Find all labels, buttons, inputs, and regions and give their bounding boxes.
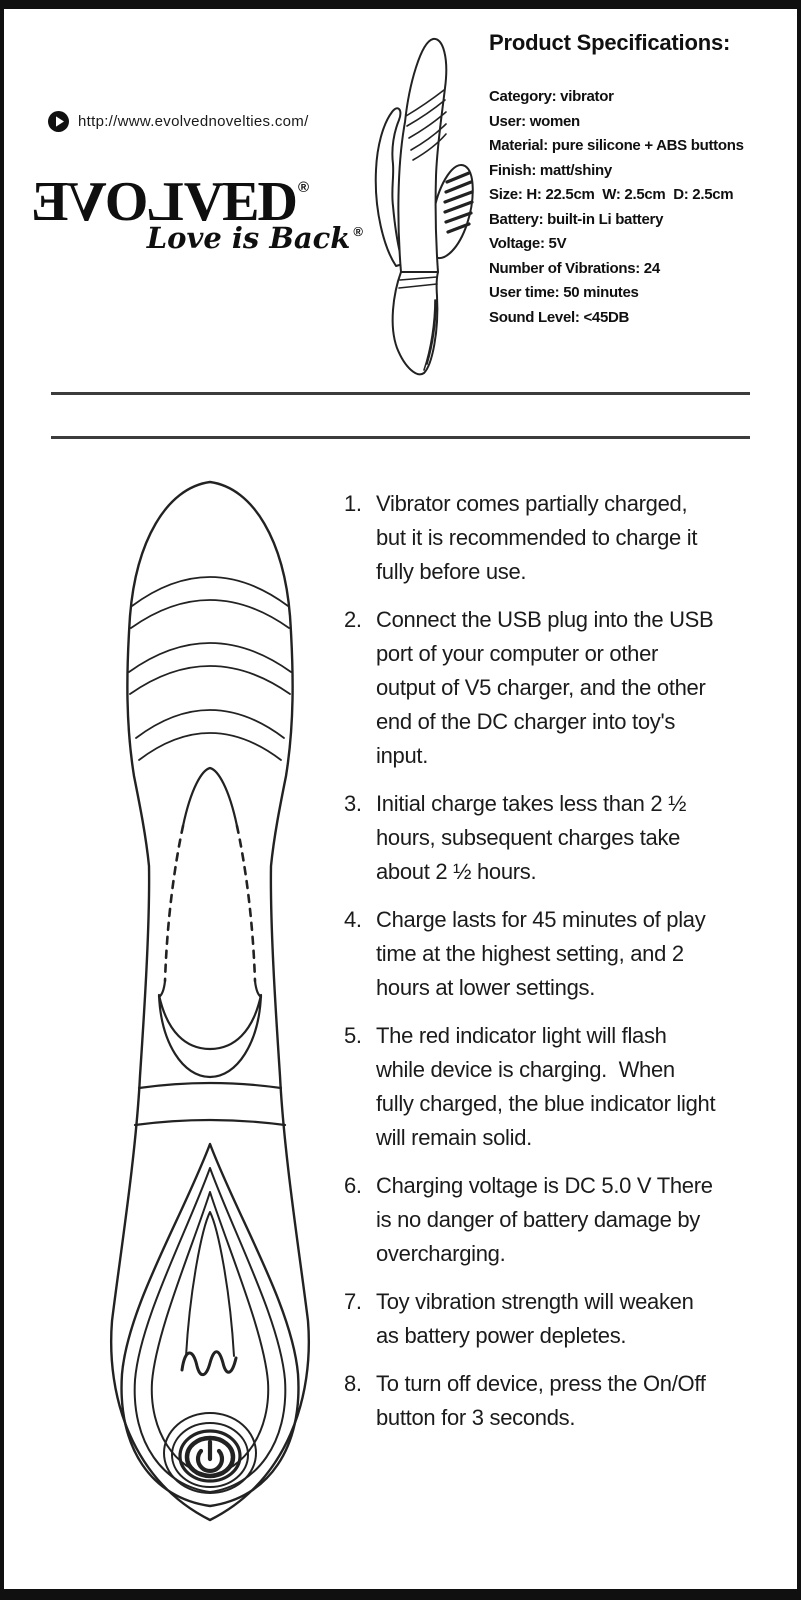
spec-item: User time: 50 minutes bbox=[489, 284, 639, 301]
divider-line bbox=[51, 436, 750, 439]
instruction-item bbox=[344, 1019, 722, 1155]
spec-item: Finish: matt/shiny bbox=[489, 161, 612, 179]
instruction-item bbox=[344, 487, 718, 589]
side-handle bbox=[393, 272, 438, 374]
instructions-list bbox=[344, 487, 722, 1449]
logo-normal-part: VED bbox=[183, 171, 296, 233]
instruction-item bbox=[344, 1367, 718, 1435]
website-row bbox=[48, 111, 309, 132]
instruction-number: 1. bbox=[344, 491, 362, 516]
spec-item: Size: H: 22.5cm W: 2.5cm D: 2.5cm bbox=[489, 186, 734, 203]
instruction-number: 6. bbox=[344, 1173, 362, 1198]
product-specifications bbox=[489, 30, 795, 330]
instruction-text: Toy vibration strength will weaken as battery power depletes. bbox=[376, 1289, 700, 1348]
instruction-number: 2. bbox=[344, 607, 362, 632]
play-icon bbox=[48, 111, 69, 132]
instruction-text: Charging voltage is DC 5.0 V There is no danger of battery damage by overcharging. bbox=[376, 1173, 719, 1266]
registered-mark: ® bbox=[297, 179, 309, 196]
frame-top-bar bbox=[0, 0, 801, 9]
instruction-text: Initial charge takes less than 2 ½ hours, subsequent charges take about 2 ½ hours. bbox=[376, 791, 693, 884]
instruction-item bbox=[344, 787, 718, 889]
instruction-text: The red indicator light will flash while device is charging. When fully charged, the blue indicator light will remain solid. bbox=[376, 1023, 722, 1150]
instruction-item bbox=[344, 603, 718, 773]
instruction-item bbox=[344, 903, 718, 1005]
website-url: http://www.evolvednovelties.com/ bbox=[78, 113, 309, 130]
brand-tagline-text: Love is Back bbox=[146, 221, 351, 255]
instruction-number: 4. bbox=[344, 907, 362, 932]
instruction-item bbox=[344, 1285, 718, 1353]
spec-item: Sound Level: <45DB bbox=[489, 308, 630, 326]
specs-list bbox=[489, 85, 795, 330]
instruction-text: Connect the USB plug into the USB port of your computer or other output of V5 charger, and the other end of the DC charger into toy's input. bbox=[376, 607, 720, 768]
instruction-number: 5. bbox=[344, 1023, 362, 1048]
spec-item: User: women bbox=[489, 112, 580, 130]
instruction-item bbox=[344, 1169, 718, 1271]
instruction-number: 3. bbox=[344, 791, 362, 816]
spec-item: Number of Vibrations: 24 bbox=[489, 259, 660, 277]
frame-left-bar bbox=[0, 0, 4, 1600]
spec-item: Voltage: 5V bbox=[489, 235, 567, 252]
instruction-text: Vibrator comes partially charged, but it is recommended to charge it fully before use. bbox=[376, 491, 703, 584]
specs-title: Product Specifications: bbox=[489, 30, 731, 55]
product-front-illustration bbox=[104, 476, 316, 1526]
tagline-registered-mark: ® bbox=[353, 224, 363, 239]
spec-item: Material: pure silicone + ABS buttons bbox=[489, 137, 744, 154]
logo-mirrored-part: LOVE bbox=[33, 171, 184, 233]
frame-bottom-bar bbox=[0, 1589, 801, 1600]
spec-item: Battery: built-in Li battery bbox=[489, 210, 664, 228]
spec-item: Category: vibrator bbox=[489, 88, 614, 105]
instruction-text: To turn off device, press the On/Off button for 3 seconds. bbox=[376, 1371, 712, 1430]
product-side-illustration bbox=[334, 24, 476, 380]
instruction-number: 8. bbox=[344, 1371, 362, 1396]
instruction-number: 7. bbox=[344, 1289, 362, 1314]
instruction-text: Charge lasts for 45 minutes of play time at the highest setting, and 2 hours at lower settings. bbox=[376, 907, 712, 1000]
frame-right-bar bbox=[797, 0, 801, 1600]
divider-line bbox=[51, 392, 750, 395]
brand-logo bbox=[33, 171, 365, 255]
